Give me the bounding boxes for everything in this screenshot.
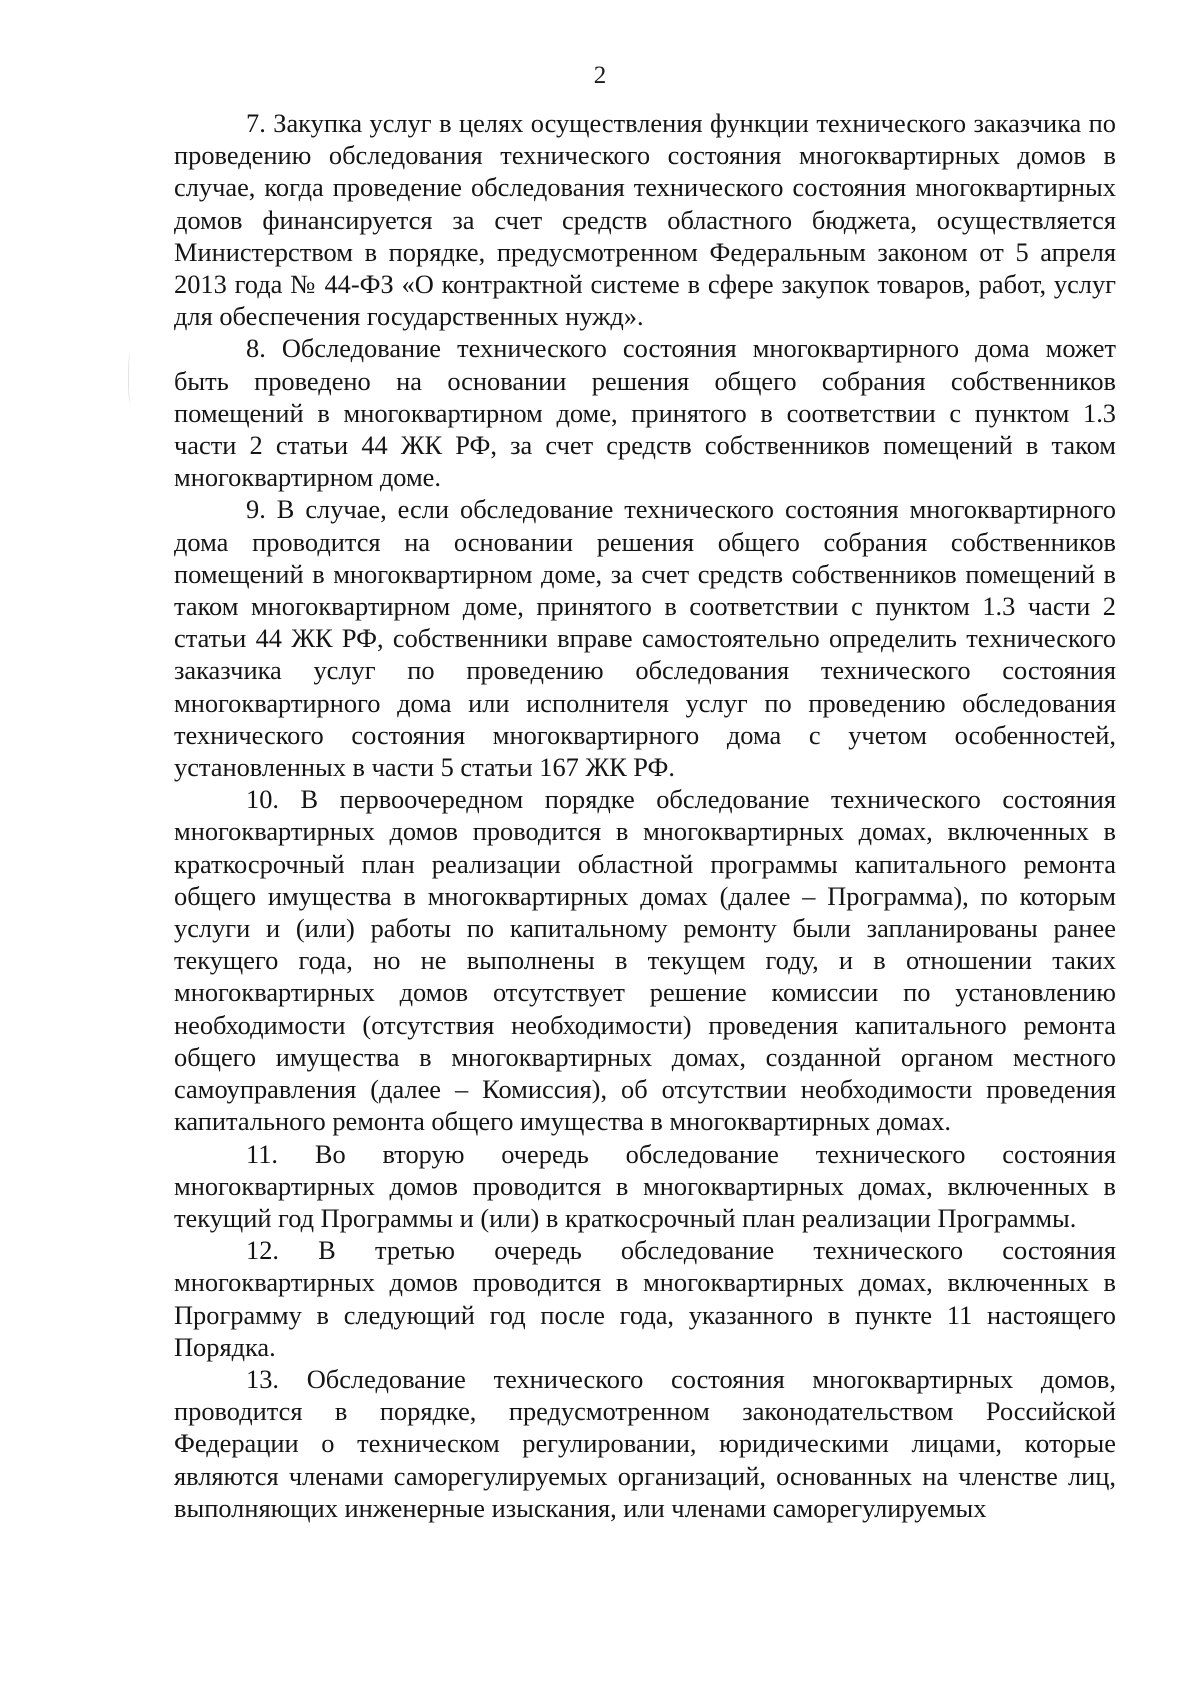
paragraph-7: 7. Закупка услуг в целях осуществления функции технического заказчика по проведению обследования технического состояния многоквартирных домов в случае, когда проведение обследования технического состояния многоквартирных домов финансируется за счет средств областного бюджета, осуществляется Министерством в порядке, предусмотренном Федеральным законом от 5 апреля 2013 года № 44-ФЗ «О контрактной системе в сфере закупок товаров, работ, услуг для обеспечения государственных нужд».	[174, 108, 1116, 332]
paragraph-9: 9. В случае, если обследование технического состояния многоквартирного дома проводится на основании решения общего собрания собственников помещений в многоквартирном доме, за счет средств собственников помещений в таком многоквартирном доме, принятого в соответствии с пунктом 1.3 части 2 статьи 44 ЖК РФ, собственники вправе самостоятельно определить технического заказчика услуг по проведению обследования технического состояния многоквартирного дома или исполнителя услуг по проведению обследования технического состояния многоквартирного дома с учетом особенностей, установленных в части 5 статьи 167 ЖК РФ.	[174, 494, 1116, 783]
page-number: 2	[593, 62, 607, 89]
paragraph-12: 12. В третью очередь обследование технического состояния многоквартирных домов проводится в многоквартирных домах, включенных в Программу в следующий год после года, указанного в пункте 11 настоящего Порядка.	[174, 1235, 1116, 1362]
paragraph-13: 13. Обследование технического состояния многоквартирных домов, проводится в порядке, предусмотренном законодательством Российской Федерации о техническом регулировании, юридическими лицами, которые являются членами саморегулируемых организаций, основанных на членстве лиц, выполняющих инженерные изыскания, или членами саморегулируемых	[174, 1363, 1116, 1523]
paragraph-10: 10. В первоочередном порядке обследование технического состояния многоквартирных домов проводится в многоквартирных домах, включенных в краткосрочный план реализации областной программы капитального ремонта общего имущества в многоквартирных домах (далее – Программа), по которым услуги и (или) работы по капитальному ремонту были запланированы ранее текущего года, но не выполнены в текущем году, и в отношении таких многоквартирных домов отсутствует решение комиссии по установлению необходимости (отсутствия необходимости) проведения капитального ремонта общего имущества в многоквартирных домах, созданной органом местного самоуправления (далее – Комиссия), об отсутствии необходимости проведения капитального ремонта общего имущества в многоквартирных домах.	[174, 784, 1116, 1137]
document-body	[174, 107, 1116, 1524]
paragraph-11: 11. Во вторую очередь обследование технического состояния многоквартирных домов проводится в многоквартирных домах, включенных в текущий год Программы и (или) в краткосрочный план реализации Программы.	[174, 1138, 1116, 1233]
scan-artifact	[128, 352, 135, 404]
paragraph-8: 8. Обследование технического состояния многоквартирного дома может быть проведено на основании решения общего собрания собственников помещений в многоквартирном доме, принятого в соответствии с пунктом 1.3 части 2 статьи 44 ЖК РФ, за счет средств собственников помещений в таком многоквартирном доме.	[174, 333, 1116, 493]
